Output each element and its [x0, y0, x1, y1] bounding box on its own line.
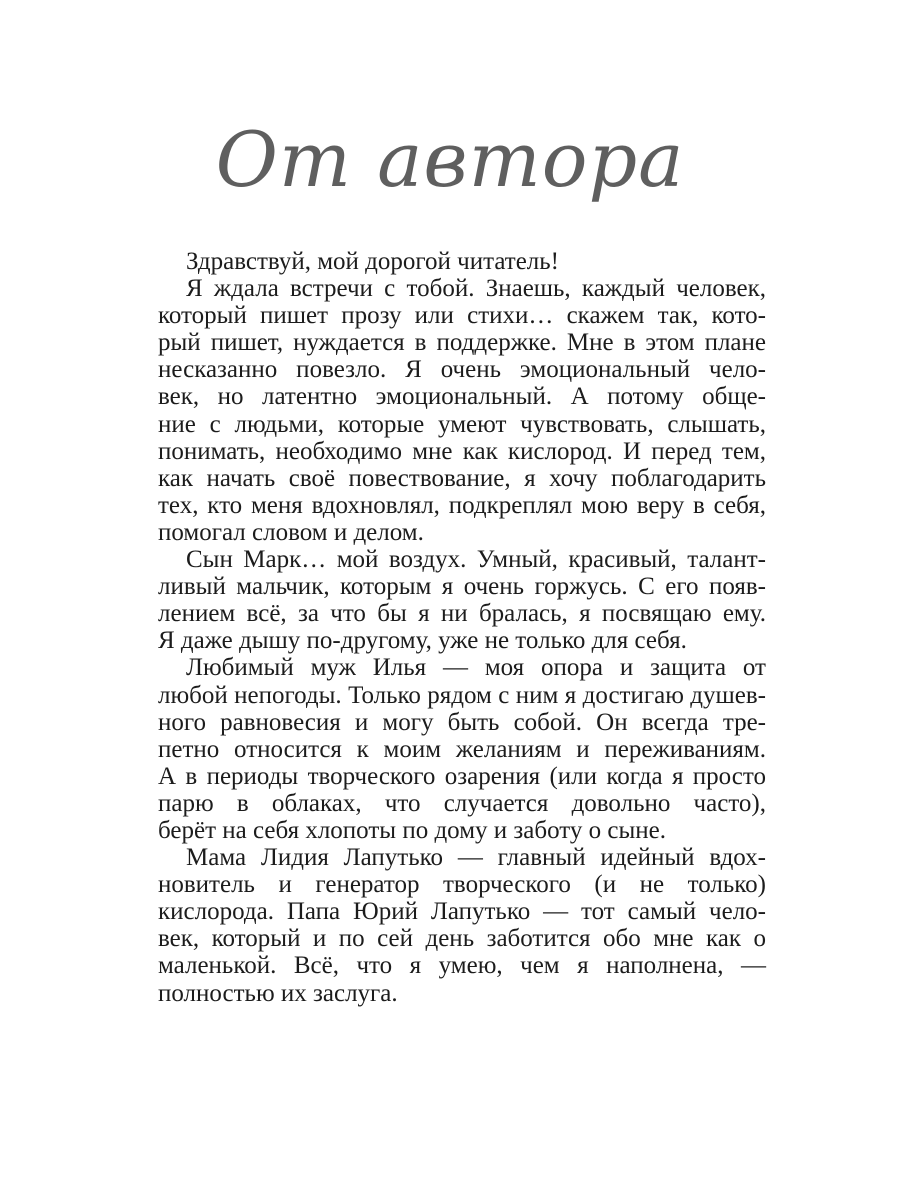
text-line: парю в облаках, что случается довольно часто),	[158, 789, 766, 817]
text-line: тех, кто меня вдохновлял, подкреплял мою веру в себя,	[158, 491, 766, 519]
text-line: как начать своё повествование, я хочу поблагодарить	[158, 464, 766, 492]
text-line: ного равновесия и могу быть собой. Он всегда тре-	[158, 708, 766, 736]
text-line: Я ждала встречи с тобой. Знаешь, каждый человек,	[186, 275, 766, 303]
text-line: ливый мальчик, которым я очень горжусь. С его появ-	[158, 573, 766, 601]
text-line: петно относится к моим желаниям и переживаниям.	[158, 735, 766, 763]
text-line: лением всё, за что бы я ни бралась, я посвящаю ему.	[158, 600, 766, 628]
text-line: Я даже дышу по-другому, уже не только для себя.	[158, 627, 687, 655]
text-line: Мама Лидия Лапутько — главный идейный вдох-	[186, 844, 766, 872]
text-line: А в периоды творческого озарения (или когда я просто	[158, 762, 766, 790]
text-line: век, который и по сей день заботится обо мне как о	[158, 925, 766, 953]
text-line: понимать, необходимо мне как кислород. И перед тем,	[158, 437, 766, 465]
text-line: любой непогоды. Только рядом с ним я достигаю душев-	[158, 681, 766, 709]
text-line: несказанно повезло. Я очень эмоциональный чело-	[158, 356, 766, 384]
page-title: От автора	[215, 115, 685, 204]
text-line: ние с людьми, которые умеют чувствовать, слышать,	[158, 410, 766, 438]
text-line: рый пишет, нуждается в поддержке. Мне в этом плане	[158, 329, 766, 357]
text-line: который пишет прозу или стихи… скажем так, кото-	[158, 302, 766, 330]
body-text	[158, 248, 766, 1007]
text-line: помогал словом и делом.	[158, 518, 424, 546]
text-line: век, но латентно эмоциональный. А потому обще-	[158, 383, 766, 411]
text-line: новитель и генератор творческого (и не только)	[158, 871, 766, 899]
text-line: Здравствуй, мой дорогой читатель!	[186, 248, 560, 275]
text-line: маленькой. Всё, что я умею, чем я наполнена, —	[158, 952, 766, 980]
text-line: полностью их заслуга.	[158, 979, 398, 1007]
text-line: берёт на себя хлопоты по дому и заботу о сыне.	[158, 816, 666, 844]
text-line: кислорода. Папа Юрий Лапутько — тот самый чело-	[158, 898, 766, 926]
text-line: Любимый муж Илья — моя опора и защита от	[186, 654, 766, 682]
text-line: Сын Марк… мой воздух. Умный, красивый, талант-	[186, 546, 766, 574]
